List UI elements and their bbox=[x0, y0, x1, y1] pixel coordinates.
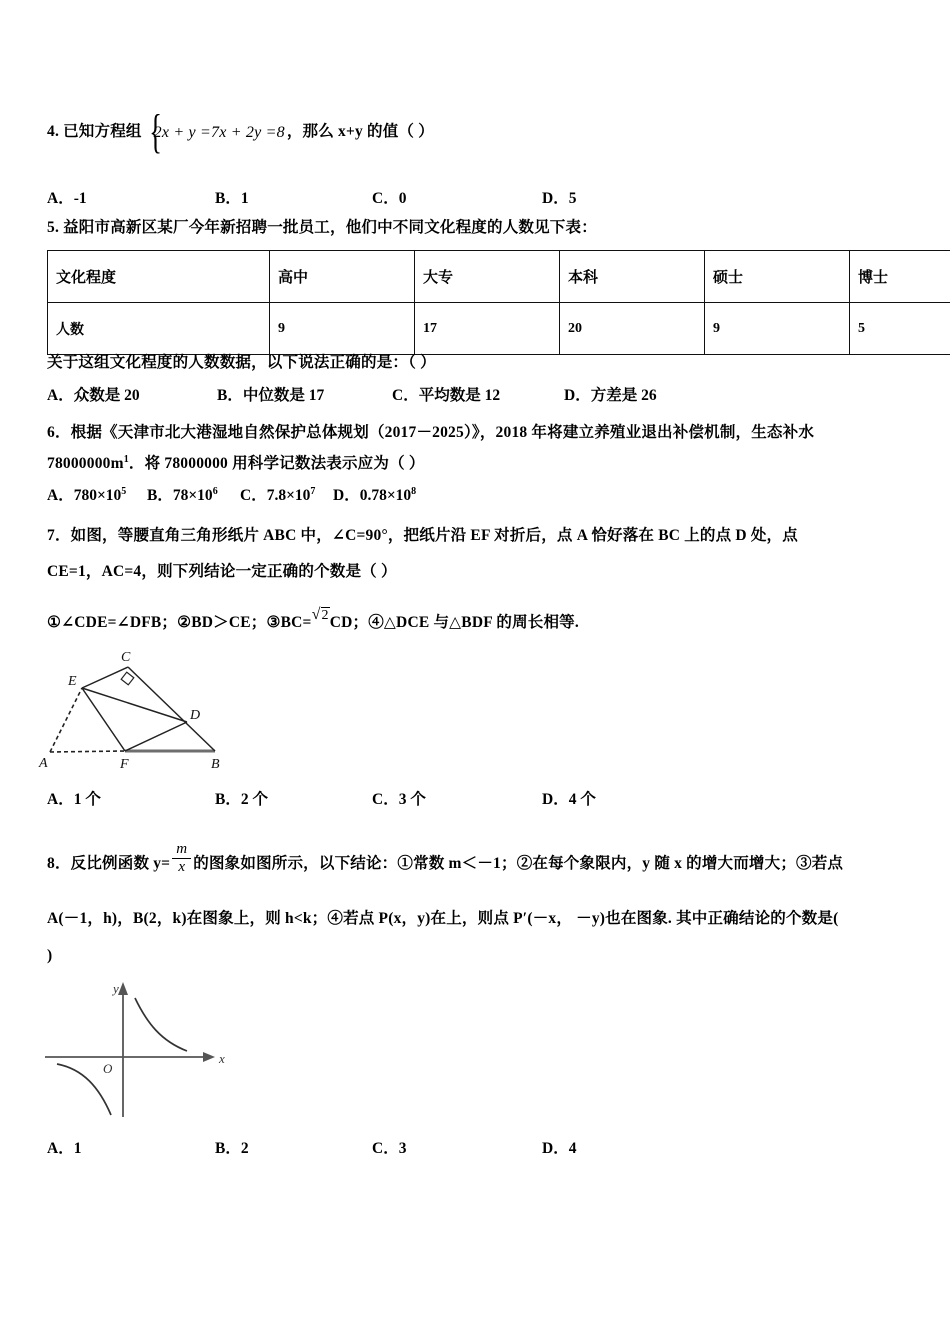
question-8-option-d[interactable]: D．4 bbox=[542, 1140, 577, 1157]
label-F: F bbox=[120, 757, 129, 770]
table-cell-label: 人数 bbox=[48, 303, 270, 355]
question-4-number: 4. bbox=[47, 123, 60, 140]
question-5-option-a[interactable]: A．众数是 20 bbox=[47, 387, 140, 404]
hyperbola-branch-quadrant-1 bbox=[135, 998, 187, 1051]
question-5-stem bbox=[47, 216, 597, 239]
question-6-stem-line-2 bbox=[47, 452, 425, 475]
question-6-option-d-exponent: 8 bbox=[411, 485, 417, 497]
table-cell-count-5: 5 bbox=[850, 303, 950, 355]
question-4-option-a[interactable]: A．-1 bbox=[47, 190, 87, 207]
radicand: 2 bbox=[321, 608, 329, 623]
question-6-option-c-label: C． bbox=[240, 487, 267, 504]
x-axis-arrow bbox=[203, 1052, 215, 1062]
question-7-stem-line-1 bbox=[47, 524, 798, 547]
question-8-option-a[interactable]: A．1 bbox=[47, 1140, 82, 1157]
question-7-option-a[interactable]: A．1 个 bbox=[47, 791, 101, 808]
table-header-cell-0: 文化程度 bbox=[48, 251, 270, 303]
segment-AE-dashed bbox=[50, 688, 82, 752]
question-7-number: 7． bbox=[47, 527, 71, 544]
label-origin: O bbox=[103, 1061, 113, 1076]
fraction-denominator: x bbox=[178, 858, 186, 875]
fraction-m-over-x bbox=[172, 842, 191, 876]
folded-triangle-svg bbox=[35, 645, 270, 770]
question-8-number: 8． bbox=[47, 854, 71, 872]
question-8-stem-part-a: 反比例函数 y= bbox=[70, 854, 171, 872]
question-5-number: 5. bbox=[47, 219, 60, 236]
question-7-stem-text: 如图，等腰直角三角形纸片 ABC 中，∠C=90°，把纸片沿 EF 对折后，点 A 恰好落在 BC 上的点 D 处，点 bbox=[70, 527, 798, 544]
segment-ED bbox=[82, 688, 187, 722]
table-row bbox=[48, 303, 950, 355]
question-4-options bbox=[47, 186, 576, 208]
label-B: B bbox=[211, 757, 220, 770]
question-6-option-a[interactable] bbox=[47, 483, 147, 505]
square-root-icon: √2 bbox=[311, 606, 329, 623]
question-6-option-d-label: D． bbox=[333, 487, 360, 504]
question-8-stem-part-b: 的图象如图所示，以下结论：①常数 m＜－1；②在每个象限内，y 随 x 的增大而增大；③若点 bbox=[193, 854, 844, 872]
equation-2: x + 2y =8 bbox=[219, 123, 285, 141]
segment-FD bbox=[125, 722, 187, 751]
question-8-stem-line-2: A(－1，h)，B(2，k)在图象上，则 h<k；④若点 P(x，y)在上，则点 P′(－x， －y)也在图象. 其中正确结论的个数是( bbox=[47, 910, 839, 927]
question-8-option-c[interactable]: C．3 bbox=[372, 1140, 407, 1157]
question-8-option-b[interactable]: B．2 bbox=[215, 1140, 249, 1157]
hyperbola-figure bbox=[35, 965, 260, 1130]
question-6-volume-exponent: 1 bbox=[123, 454, 129, 465]
question-7-options bbox=[47, 787, 596, 809]
question-8-stem-line-3: ) bbox=[47, 947, 53, 964]
question-7-option-b[interactable]: B．2 个 bbox=[215, 791, 268, 808]
table-header-cell-4: 硕士 bbox=[705, 251, 850, 303]
question-6-option-d[interactable] bbox=[333, 483, 416, 505]
equation-system bbox=[144, 105, 285, 159]
table-header-cell-3: 本科 bbox=[560, 251, 705, 303]
question-4-stem bbox=[47, 105, 434, 159]
education-level-table bbox=[47, 250, 950, 355]
label-C: C bbox=[121, 650, 131, 665]
table-header-cell-1: 高中 bbox=[270, 251, 415, 303]
question-6-option-a-label: A． bbox=[47, 487, 74, 504]
folded-triangle-figure bbox=[35, 645, 270, 775]
question-7-conclusions-part-a: ①∠CDE=∠DFB；②BD＞CE；③BC= bbox=[47, 614, 312, 632]
question-5-option-c[interactable]: C．平均数是 12 bbox=[392, 387, 501, 404]
question-4-option-b[interactable]: B．1 bbox=[215, 190, 249, 207]
label-x-axis: x bbox=[219, 1051, 225, 1066]
question-6-option-a-exponent: 5 bbox=[121, 485, 127, 497]
segment-EC bbox=[82, 667, 128, 688]
question-7-option-d[interactable]: D．4 个 bbox=[542, 791, 596, 808]
question-6-option-c[interactable] bbox=[240, 483, 333, 505]
question-5-options bbox=[47, 383, 657, 405]
question-6-option-c-exponent: 7 bbox=[310, 485, 316, 497]
question-5-option-b[interactable]: B．中位数是 17 bbox=[217, 387, 325, 404]
fraction-numerator: m bbox=[176, 841, 188, 858]
question-6-option-d-mantissa: 0.78×10 bbox=[359, 487, 412, 504]
question-6-option-b-label: B． bbox=[147, 487, 173, 504]
question-6-options bbox=[47, 483, 416, 505]
question-4-option-d[interactable]: D．5 bbox=[542, 190, 577, 207]
y-axis-arrow bbox=[118, 982, 128, 995]
question-6-option-c-mantissa: 7.8×10 bbox=[266, 487, 311, 504]
question-6-stem-tail: ．将 78000000 用科学记数法表示应为（ ） bbox=[128, 455, 425, 473]
question-7-conclusions-part-b: CD；④△DCE 与△BDF 的周长相等. bbox=[329, 614, 579, 632]
label-D: D bbox=[190, 708, 201, 723]
table-cell-count-2: 17 bbox=[415, 303, 560, 355]
table-cell-count-1: 9 bbox=[270, 303, 415, 355]
left-brace-icon: { bbox=[148, 105, 162, 159]
question-7-stem-line-2: CE=1，AC=4，则下列结论一定正确的个数是（ ） bbox=[47, 563, 397, 580]
table-header-row bbox=[48, 251, 950, 303]
question-6-volume-value: 78000000m bbox=[47, 455, 124, 473]
question-5-substem: 关于这组文化程度的人数数据，以下说法正确的是：（ ） bbox=[47, 354, 436, 371]
question-6-option-b-exponent: 6 bbox=[212, 485, 218, 497]
question-5-stem-text: 益阳市高新区某厂今年新招聘一批员工，他们中不同文化程度的人数见下表： bbox=[63, 219, 597, 236]
question-6-stem-text: 根据《天津市北大港湿地自然保护总体规划（2017－2025）》，2018 年将建立养殖业退出补偿机制，生态补水 bbox=[70, 424, 815, 441]
table-header-cell-2: 大专 bbox=[415, 251, 560, 303]
question-4-stem-suffix: ，那么 x+y 的值（ ） bbox=[286, 123, 434, 140]
question-8-options bbox=[47, 1136, 576, 1158]
table-header-cell-5: 博士 bbox=[850, 251, 950, 303]
question-6-option-a-mantissa: 780×10 bbox=[73, 487, 122, 504]
question-7-option-c[interactable]: C．3 个 bbox=[372, 791, 426, 808]
question-6-option-b[interactable] bbox=[147, 483, 240, 505]
table-cell-count-3: 20 bbox=[560, 303, 705, 355]
question-8-stem-line-1 bbox=[47, 841, 844, 880]
segment-AF-dashed bbox=[50, 751, 125, 752]
question-4-stem-prefix: 已知方程组 bbox=[63, 123, 142, 140]
question-4-option-c[interactable]: C．0 bbox=[372, 190, 407, 207]
question-7-conclusions bbox=[47, 605, 579, 634]
label-y-axis: y bbox=[113, 981, 119, 996]
question-6-number: 6． bbox=[47, 424, 71, 441]
hyperbola-svg bbox=[35, 965, 260, 1125]
question-5-option-d[interactable]: D．方差是 26 bbox=[564, 387, 657, 404]
label-E: E bbox=[68, 674, 77, 689]
question-6-stem-line-1 bbox=[47, 421, 814, 444]
question-6-option-b-mantissa: 78×10 bbox=[172, 487, 213, 504]
equation-1: 2x + y =7 bbox=[153, 123, 220, 141]
label-A: A bbox=[39, 756, 48, 770]
segment-EF bbox=[82, 688, 125, 751]
segment-CB bbox=[128, 667, 215, 751]
right-angle-marker bbox=[121, 672, 134, 685]
table-cell-count-4: 9 bbox=[705, 303, 850, 355]
